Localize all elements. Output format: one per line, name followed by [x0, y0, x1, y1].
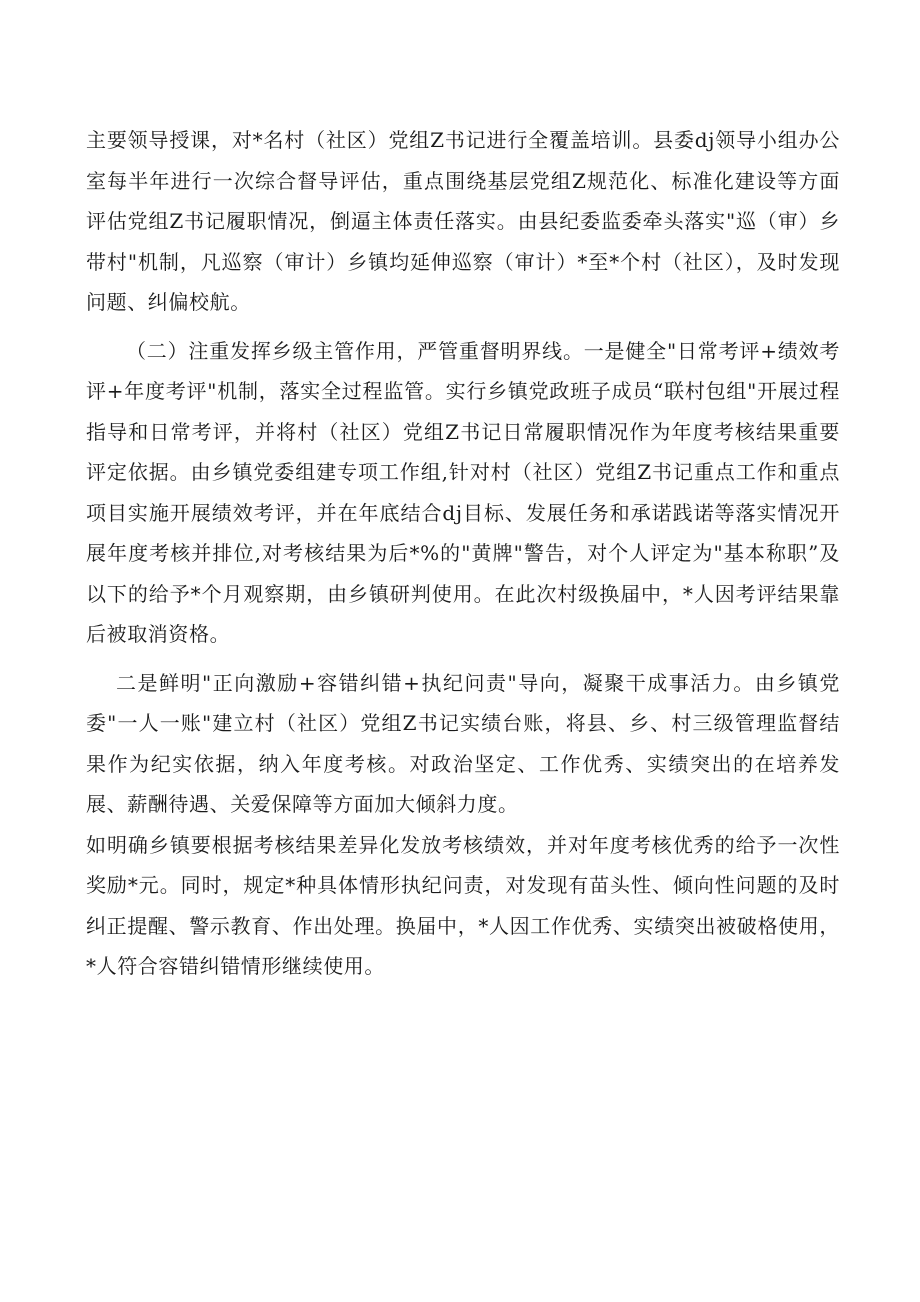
paragraph-incentive-guidance: 二是鲜明"正向激励+容错纠错+执纪问责"导向，凝聚干成事活力。由乡镇党委"一人一账"建立村（社区）党组Z书记实绩台账，将县、乡、村三级管理监督结果作为纪实依据，纳入年度考核。对政治坚定、工作优秀、实绩突出的在培养发展、薪酬待遇、关爱保障等方面加大倾斜力度。	[86, 670, 840, 816]
paragraph-training-supervision: 主要领导授课，对*名村（社区）党组Z书记进行全覆盖培训。县委dj领导小组办公室每半年进行一次综合督导评估，重点围绕基层党组Z规范化、标准化建设等方面评估党组Z书记履职情况，倒逼主体责任落实。由县纪委监委牵头落实"巡（审）乡带村"机制，凡巡察（审计）乡镇均延伸巡察（审计）*至*个村（社区），及时发现问题、纠偏校航。	[86, 128, 840, 314]
paragraph-township-supervision: （二）注重发挥乡级主管作用，严管重督明界线。一是健全"日常考评+绩效考评+年度考评"机制，落实全过程监管。实行乡镇党政班子成员“联村包组"开展过程指导和日常考评，并将村（社区）党组Z书记日常履职情况作为年度考核结果重要评定依据。由乡镇党委组建专项工作组,针对村（社区）党组Z书记重点工作和重点项目实施开展绩效考评，并在年底结合dj目标、发展任务和承诺践诺等落实情况开展年度考核并排位,对考核结果为后*%的"黄牌"警告，对个人评定为"基本称职”及以下的给予*个月观察期，由乡镇研判使用。在此次村级换届中，*人因考评结果靠后被取消资格。	[86, 338, 840, 646]
document-body	[86, 120, 840, 987]
paragraph-performance-reward: 如明确乡镇要根据考核结果差异化发放考核绩效，并对年度考核优秀的给予一次性奖励*元。同时，规定*种具体情形执纪问责，对发现有苗头性、倾向性问题的及时纠正提醒、警示教育、作出处理。换届中，*人因工作优秀、实绩突出被破格使用，*人符合容错纠错情形继续使用。	[86, 832, 840, 978]
